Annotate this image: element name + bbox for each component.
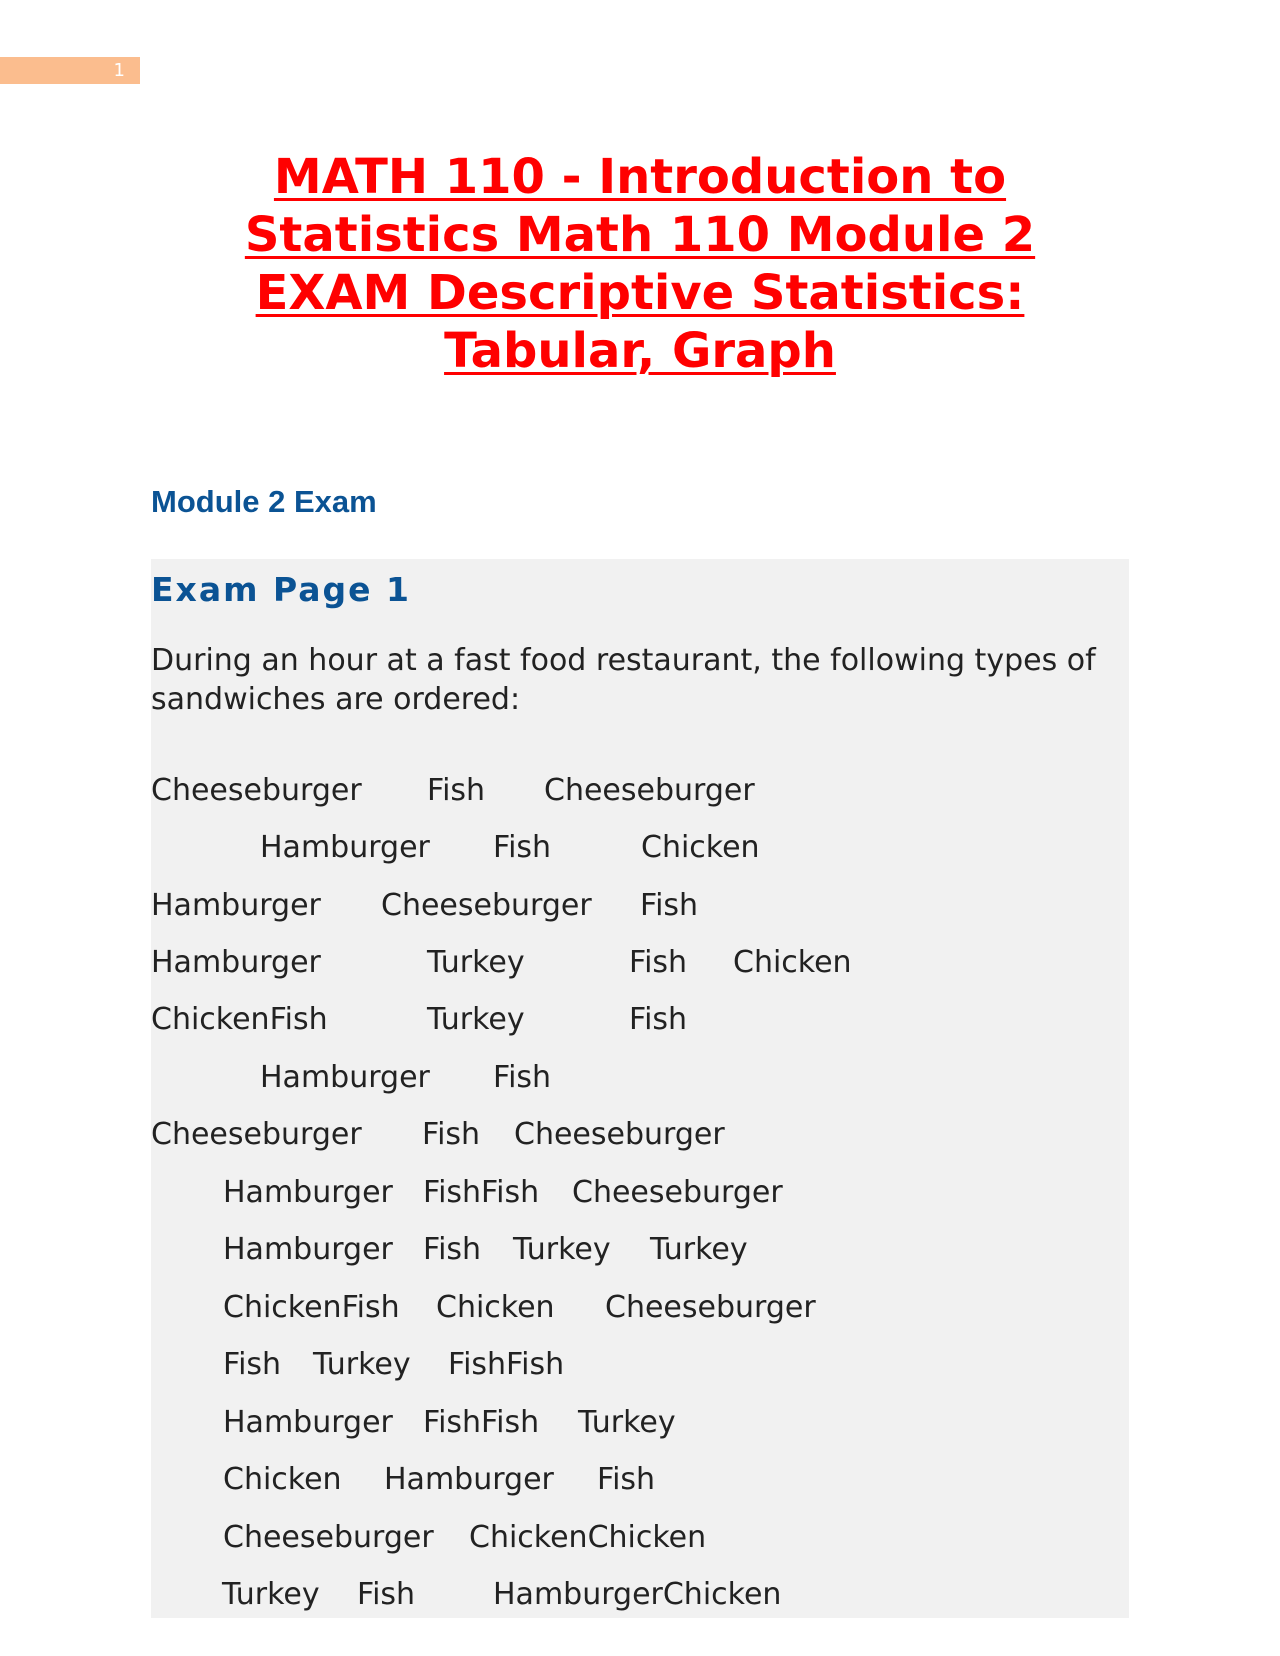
order-item: Cheeseburger: [381, 888, 592, 923]
order-item: Fish: [423, 1232, 482, 1267]
order-item: FishFish: [448, 1347, 565, 1382]
order-item: Cheeseburger: [223, 1520, 434, 1555]
order-item: Hamburger: [223, 1175, 393, 1210]
order-item: Hamburger: [223, 1232, 393, 1267]
order-item: Cheeseburger: [514, 1117, 725, 1152]
order-line-11: [151, 1345, 1129, 1385]
order-line-2: [151, 828, 1129, 868]
order-item: HamburgerChicken: [493, 1577, 782, 1612]
order-line-3: [151, 886, 1129, 926]
order-line-4: [151, 943, 1129, 983]
order-item: Turkey: [578, 1405, 676, 1440]
order-line-12: [151, 1403, 1129, 1443]
order-item: Chicken: [223, 1462, 342, 1497]
order-line-9: [151, 1230, 1129, 1270]
order-item: Hamburger: [151, 888, 321, 923]
order-item: Hamburger: [151, 945, 321, 980]
order-item: Fish: [422, 1117, 481, 1152]
order-item: Fish: [640, 888, 699, 923]
order-item: Hamburger: [384, 1462, 554, 1497]
order-item: Fish: [427, 773, 486, 808]
order-item: Fish: [629, 1002, 688, 1037]
order-item: ChickenFish: [223, 1290, 400, 1325]
order-item: Turkey: [222, 1577, 320, 1612]
order-item: Hamburger: [260, 1060, 430, 1095]
order-line-15: [151, 1575, 1129, 1615]
order-line-7: [151, 1115, 1129, 1155]
order-item: Cheeseburger: [572, 1175, 783, 1210]
order-line-1: [151, 771, 1129, 811]
question-intro: During an hour at a fast food restaurant, the following types of sandwiches are ordered:: [151, 643, 1096, 717]
order-item: ChickenFish: [151, 1002, 328, 1037]
order-item: Chicken: [641, 830, 760, 865]
order-item: Cheeseburger: [605, 1290, 816, 1325]
order-item: Hamburger: [260, 830, 430, 865]
order-item: Cheeseburger: [544, 773, 755, 808]
order-item: Fish: [493, 830, 552, 865]
order-item: Cheeseburger: [151, 1117, 362, 1152]
order-item: Fish: [597, 1462, 656, 1497]
order-line-8: [151, 1173, 1129, 1213]
order-item: Fish: [357, 1577, 416, 1612]
module-heading: Module 2 Exam: [151, 484, 377, 519]
order-line-13: [151, 1460, 1129, 1500]
order-line-5: [151, 1000, 1129, 1040]
order-line-6: [151, 1058, 1129, 1098]
order-item: Fish: [629, 945, 688, 980]
order-item: Turkey: [313, 1347, 411, 1382]
order-item: ChickenChicken: [469, 1520, 707, 1555]
order-item: Turkey: [427, 945, 525, 980]
order-item: FishFish: [423, 1175, 540, 1210]
page-number-badge: 1: [0, 57, 140, 84]
order-item: Hamburger: [223, 1405, 393, 1440]
order-item: Cheeseburger: [151, 773, 362, 808]
order-item: Fish: [493, 1060, 552, 1095]
order-item: Turkey: [427, 1002, 525, 1037]
order-item: Chicken: [733, 945, 852, 980]
document-title: MATH 110 - Introduction to Statistics Math 110 Module 2 EXAM Descriptive Statistics: Tabular, Graph: [244, 149, 1036, 379]
exam-page-heading: Exam Page 1: [151, 570, 411, 609]
order-item: Chicken: [436, 1290, 555, 1325]
order-item: Turkey: [513, 1232, 611, 1267]
exam-content-box: [151, 559, 1129, 1618]
order-line-10: [151, 1288, 1129, 1328]
order-item: Turkey: [650, 1232, 748, 1267]
order-item: FishFish: [423, 1405, 540, 1440]
order-item: Fish: [223, 1347, 282, 1382]
order-line-14: [151, 1518, 1129, 1558]
